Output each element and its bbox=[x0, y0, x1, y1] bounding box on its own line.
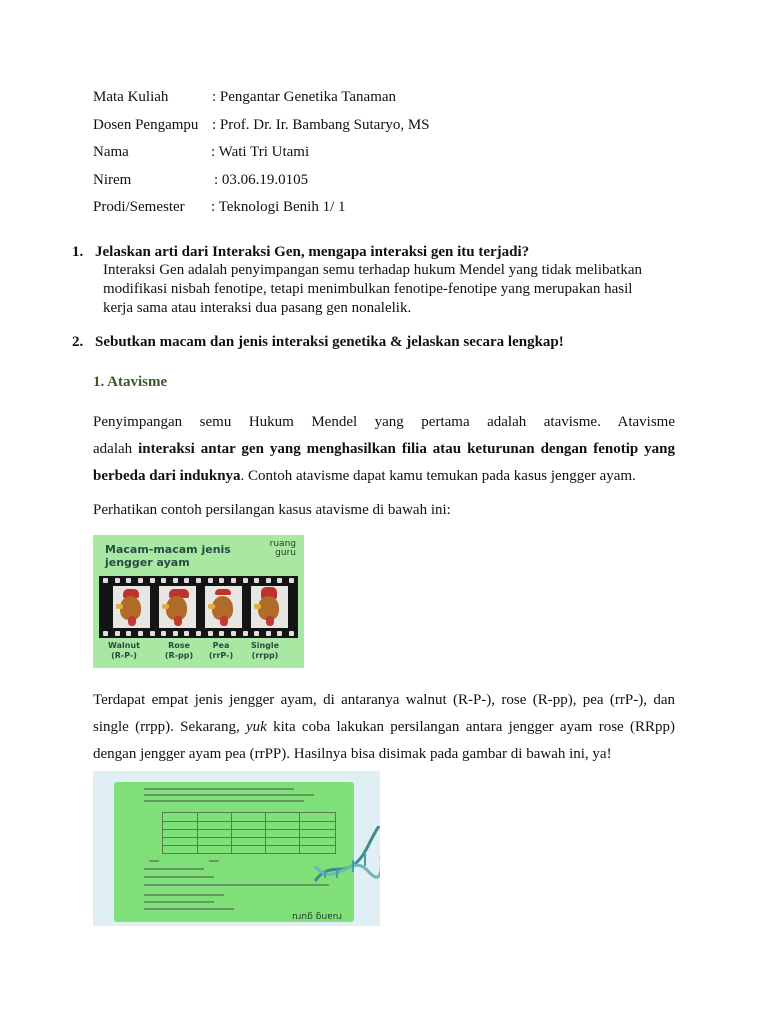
figure-title-line: Macam-macam jenis bbox=[105, 543, 231, 556]
film-holes-bottom bbox=[103, 631, 294, 636]
lecturer-value: : Prof. Dr. Ir. Bambang Sutaryo, MS bbox=[212, 117, 430, 133]
figure-title bbox=[105, 543, 231, 569]
atavisme-paragraph bbox=[93, 409, 675, 490]
ruangguru-logo bbox=[270, 540, 296, 558]
question-1-answer bbox=[103, 261, 703, 318]
paragraph-line bbox=[93, 436, 675, 463]
rooster-walnut-image bbox=[113, 586, 150, 628]
lecturer-label: Dosen Pengampu bbox=[93, 117, 199, 133]
caption-single: Single (rrpp) bbox=[250, 641, 280, 660]
name-value: : Wati Tri Utami bbox=[211, 144, 310, 160]
bold-definition: interaksi antar gen yang menghasilkan filia atau keturunan dengan fenotip yang bbox=[138, 441, 676, 457]
comb-types-paragraph bbox=[93, 687, 675, 768]
course-label: Mata Kuliah bbox=[93, 89, 169, 105]
cross-intro-paragraph bbox=[93, 497, 675, 524]
answer-line: Interaksi Gen adalah penyimpangan semu terhadap hukum Mendel yang tidak melibatkan bbox=[103, 262, 642, 278]
paragraph-line: Terdapat empat jenis jengger ayam, di antaranya walnut (R-P-), rose (R-pp), pea (rrP-), dan bbox=[93, 692, 675, 708]
rooster-pea-image bbox=[205, 586, 242, 628]
caption-walnut: Walnut (R-P-) bbox=[108, 641, 140, 660]
text-run: kita coba lakukan persilangan antara jengger ayam rose (RRpp) bbox=[266, 719, 675, 735]
filmstrip bbox=[99, 576, 298, 638]
nirem-label: Nirem bbox=[93, 172, 132, 188]
logo-text: guru bbox=[275, 548, 296, 558]
program-label: Prodi/Semester bbox=[93, 199, 185, 215]
rooster-single-image bbox=[251, 586, 288, 628]
paragraph-line bbox=[93, 714, 675, 741]
answer-line: modifikasi nisbah fenotipe, tetapi menimbulkan fenotipe-fenotipe yang merupakan hasil bbox=[103, 281, 633, 297]
question-2-text: Sebutkan macam dan jenis interaksi genetika & jelaskan secara lengkap! bbox=[95, 334, 564, 350]
paragraph-line: Penyimpangan semu Hukum Mendel yang pertama adalah atavisme. Atavisme bbox=[93, 414, 675, 430]
film-holes-top bbox=[103, 578, 294, 583]
paragraph-line: Perhatikan contoh persilangan kasus atavisme di bawah ini: bbox=[93, 502, 451, 518]
text-run: single (rrpp). Sekarang, bbox=[93, 719, 246, 735]
program-value: : Teknologi Benih 1/ 1 bbox=[211, 199, 346, 215]
figure-title-line: jengger ayam bbox=[105, 556, 190, 569]
dna-helix-icon bbox=[313, 826, 380, 896]
paragraph-line: dengan jengger ayam pea (rrPP). Hasilnya bisa disimak pada gambar di bawah ini, ya! bbox=[93, 746, 612, 762]
cross-result-figure bbox=[93, 771, 380, 926]
ruangguru-logo: ruang guru bbox=[291, 911, 342, 921]
course-value: : Pengantar Genetika Tanaman bbox=[212, 89, 397, 105]
answer-line: kerja sama atau interaksi dua pasang gen nonalelik. bbox=[103, 300, 412, 316]
caption-rose: Rose (R-pp) bbox=[164, 641, 194, 660]
bold-definition: berbeda dari induknya bbox=[93, 468, 241, 484]
question-1-number: 1. bbox=[72, 244, 84, 260]
logo-text: ruang bbox=[269, 539, 296, 549]
punnett-square bbox=[162, 812, 336, 854]
text-run: . Contoh atavisme dapat kamu temukan pada kasus jengger ayam. bbox=[240, 468, 636, 484]
caption-pea: Pea (rrP-) bbox=[208, 641, 234, 660]
section-heading-atavisme: 1. Atavisme bbox=[93, 374, 168, 390]
nirem-value: : 03.06.19.0105 bbox=[214, 172, 309, 188]
paragraph-line bbox=[93, 463, 675, 490]
comb-types-figure bbox=[93, 535, 304, 668]
italic-word: yuk bbox=[246, 719, 267, 735]
name-label: Nama bbox=[93, 144, 129, 160]
text-run: adalah bbox=[93, 441, 139, 457]
question-1-text: Jelaskan arti dari Interaksi Gen, mengapa interaksi gen itu terjadi? bbox=[95, 244, 530, 260]
rooster-rose-image bbox=[159, 586, 196, 628]
question-2-number: 2. bbox=[72, 334, 84, 350]
